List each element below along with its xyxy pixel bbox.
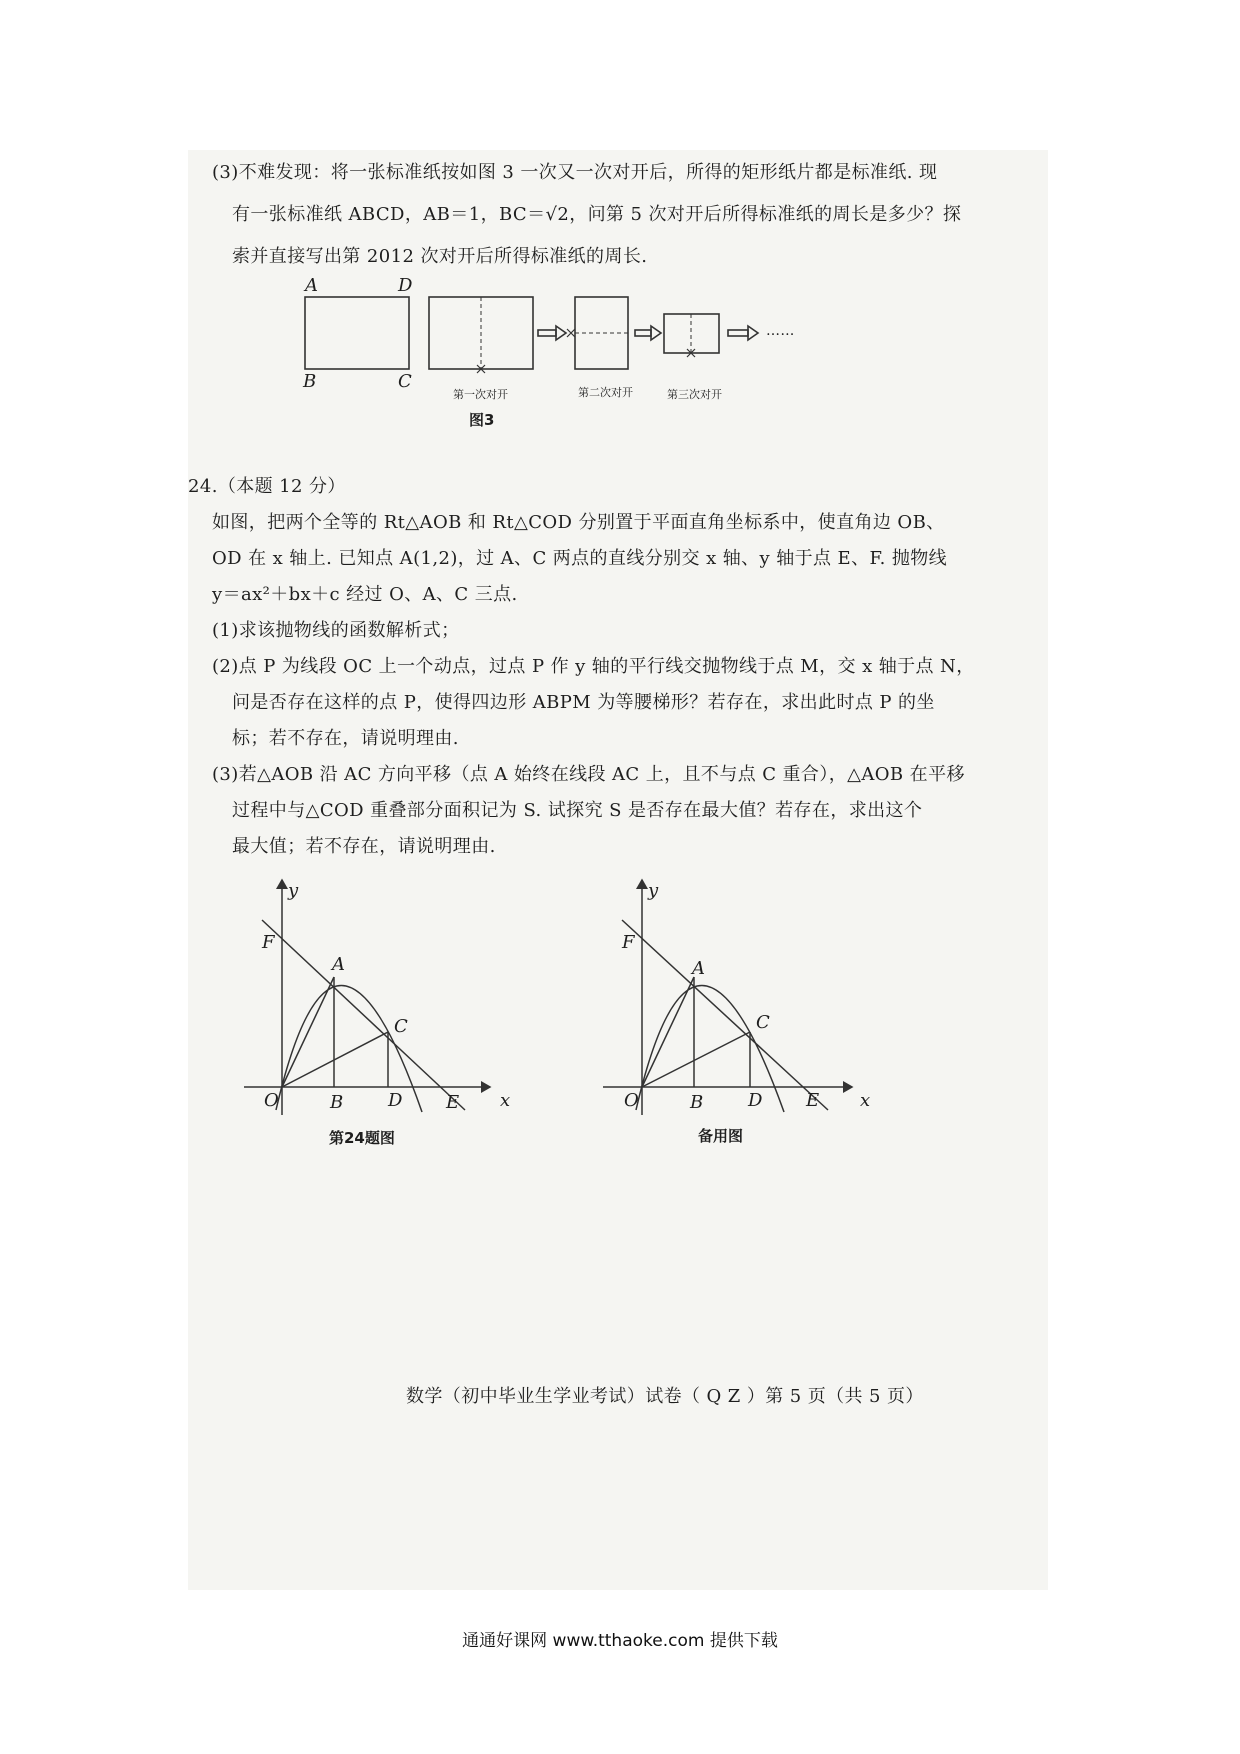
q23-part3-line1: (3)不难发现：将一张标准纸按如图 3 一次又一次对开后，所得的矩形纸片都是标准纸. 现 <box>212 162 938 183</box>
label-a: A <box>305 275 318 296</box>
q23-part3-line3: 索并直接写出第 2012 次对开后所得标准纸的周长. <box>232 246 648 267</box>
q24-part2-line3: 标；若不存在，请说明理由. <box>232 728 459 749</box>
q23-part3-line2: 有一张标准纸 ABCD，AB＝1，BC＝√2，问第 5 次对开后所得标准纸的周长是多少？探 <box>232 204 962 225</box>
g1-label-d: D <box>388 1090 403 1111</box>
g1-label-c: C <box>394 1016 408 1037</box>
q24-part1: (1)求该抛物线的函数解析式； <box>212 620 460 641</box>
g2-label-b: B <box>690 1092 704 1113</box>
q24-heading: 24.（本题 12 分） <box>188 476 346 497</box>
exam-page-footer: 数学（初中毕业生学业考试）试卷（ Q Z ）第 5 页（共 5 页） <box>406 1386 924 1407</box>
g1-label-y: y <box>288 880 299 901</box>
g2-label-a: A <box>692 958 705 979</box>
q24-para-line3: y＝ax²＋bx＋c 经过 O、A、C 三点. <box>212 584 518 605</box>
fold-ellipsis: …… <box>766 323 795 339</box>
site-footer: 通通好课网 www.tthaoke.com 提供下载 <box>462 1631 778 1651</box>
graph-q24-caption: 第24题图 <box>329 1129 395 1147</box>
caption-first-fold: 第一次对开 <box>453 388 508 401</box>
g2-label-c: C <box>756 1012 770 1033</box>
g1-label-e: E <box>446 1092 460 1113</box>
q24-part3-line3: 最大值；若不存在，请说明理由. <box>232 836 496 857</box>
label-c: C <box>398 371 412 392</box>
g1-label-b: B <box>330 1092 344 1113</box>
g2-label-d: D <box>748 1090 763 1111</box>
label-b: B <box>303 371 317 392</box>
g1-label-f: F <box>262 932 275 953</box>
graph-backup-caption: 备用图 <box>698 1127 744 1145</box>
figure-3-caption: 图3 <box>469 411 495 429</box>
q24-para-line1: 如图，把两个全等的 Rt△AOB 和 Rt△COD 分别置于平面直角坐标系中，使直角边 OB、 <box>212 512 945 533</box>
g2-label-x: x <box>860 1090 871 1111</box>
g2-label-y: y <box>648 880 659 901</box>
g2-label-e: E <box>806 1090 820 1111</box>
q24-part2-line2: 问是否存在这样的点 P，使得四边形 ABPM 为等腰梯形？若存在，求出此时点 P 的坐 <box>232 692 935 713</box>
q24-part3-line1: (3)若△AOB 沿 AC 方向平移（点 A 始终在线段 AC 上，且不与点 C 重合），△AOB 在平移 <box>212 764 965 785</box>
label-d: D <box>398 275 413 296</box>
caption-third-fold: 第三次对开 <box>667 388 722 401</box>
q24-part3-line2: 过程中与△COD 重叠部分面积记为 S. 试探究 S 是否存在最大值？若存在，求出这个 <box>232 800 923 821</box>
q24-part2-line1: (2)点 P 为线段 OC 上一个动点，过点 P 作 y 轴的平行线交抛物线于点 M，交 x 轴于点 N， <box>212 656 975 677</box>
g2-label-f: F <box>622 932 635 953</box>
g1-label-o: O <box>264 1090 279 1111</box>
g1-label-x: x <box>500 1090 511 1111</box>
g1-label-a: A <box>332 954 345 975</box>
segment-oa <box>642 977 694 1087</box>
g2-label-o: O <box>624 1090 639 1111</box>
segment-oc <box>642 1032 750 1087</box>
q24-para-line2: OD 在 x 轴上. 已知点 A(1,2)，过 A、C 两点的直线分别交 x 轴、y 轴于点 E、F. 抛物线 <box>212 548 948 569</box>
caption-second-fold: 第二次对开 <box>578 386 633 399</box>
